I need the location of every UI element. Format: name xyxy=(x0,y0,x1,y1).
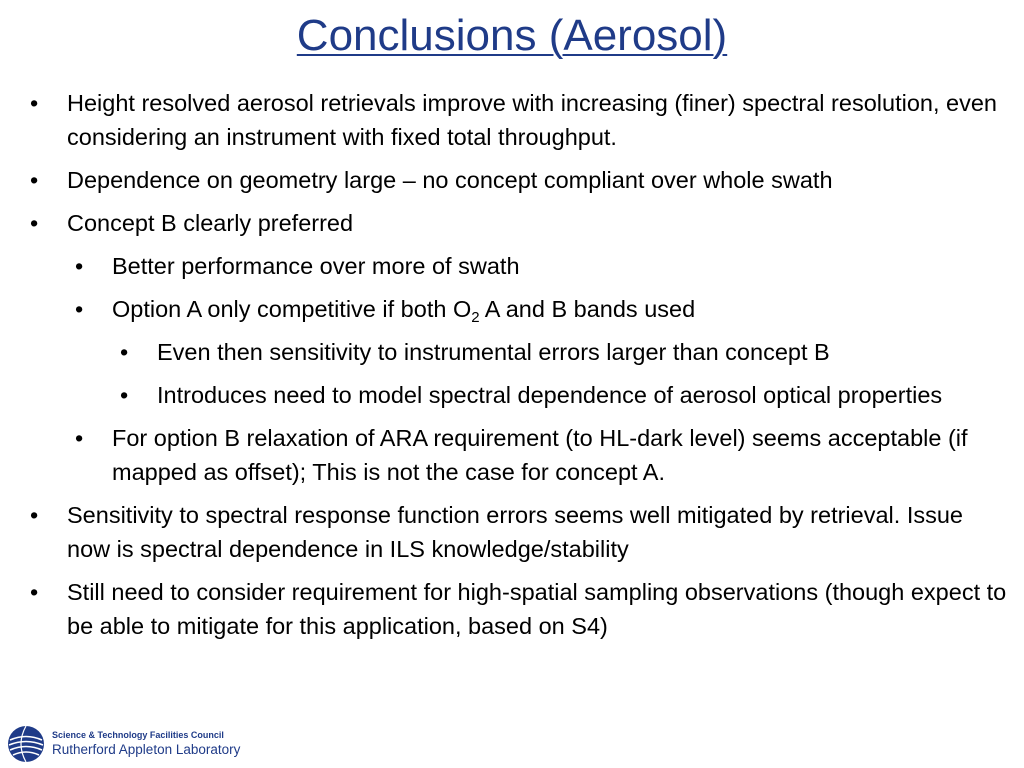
bullet-marker: • xyxy=(30,90,39,116)
bullet-text: Concept B clearly preferred xyxy=(67,210,354,236)
bullet-text-part: A and B bands used xyxy=(479,296,696,322)
sub-bullet-item xyxy=(0,292,1010,326)
bullet-text: Introduces need to model spectral dependence of aerosol optical properties xyxy=(157,382,943,408)
bullet-text: Better performance over more of swath xyxy=(112,253,520,279)
bullet-marker: • xyxy=(75,253,84,279)
subscript-2: 2 xyxy=(471,309,480,326)
bullet-text: Dependence on geometry large – no concept compliant over whole swath xyxy=(67,167,833,193)
footer-text-block xyxy=(52,729,240,759)
bullet-list xyxy=(0,86,1010,652)
bullet-text-part: Option A only competitive if both O xyxy=(112,296,472,322)
bullet-marker: • xyxy=(75,425,84,451)
bullet-marker: • xyxy=(120,339,129,365)
bullet-marker: • xyxy=(30,579,39,605)
slide-title: Conclusions (Aerosol) xyxy=(296,11,728,60)
lab-name: Rutherford Appleton Laboratory xyxy=(52,742,241,757)
bullet-text: For option B relaxation of ARA requirement (to HL-dark level) seems acceptable (if mapped as offset); This is not the case for concept A. xyxy=(112,425,968,485)
council-name: Science & Technology Facilities Council xyxy=(52,730,224,740)
sub-bullet-item xyxy=(0,421,1010,489)
stfc-globe-icon xyxy=(6,724,46,764)
footer-logo xyxy=(6,721,240,767)
bullet-marker: • xyxy=(30,167,39,193)
bullet-marker: • xyxy=(30,210,39,236)
bullet-marker: • xyxy=(30,502,39,528)
bullet-item xyxy=(0,575,1010,643)
bullet-item xyxy=(0,163,1010,197)
bullet-item xyxy=(0,206,1010,240)
sub-sub-bullet-item xyxy=(0,378,1010,412)
bullet-text: Even then sensitivity to instrumental errors larger than concept B xyxy=(157,339,830,365)
sub-bullet-item xyxy=(0,249,1010,283)
bullet-text: Still need to consider requirement for high-spatial sampling observations (though expect to be able to mitigate for this application, based on S4) xyxy=(67,579,1007,639)
bullet-text: Sensitivity to spectral response function errors seems well mitigated by retrieval. Issue now is spectral dependence in ILS knowledge/stability xyxy=(67,502,963,562)
bullet-marker: • xyxy=(120,382,129,408)
bullet-text: Height resolved aerosol retrievals improve with increasing (finer) spectral resolution, even considering an instrument with fixed total throughput. xyxy=(67,90,997,150)
sub-sub-bullet-item xyxy=(0,335,1010,369)
bullet-text xyxy=(112,296,696,326)
bullet-item xyxy=(0,86,1010,154)
bullet-item xyxy=(0,498,1010,566)
bullet-marker: • xyxy=(75,296,84,322)
